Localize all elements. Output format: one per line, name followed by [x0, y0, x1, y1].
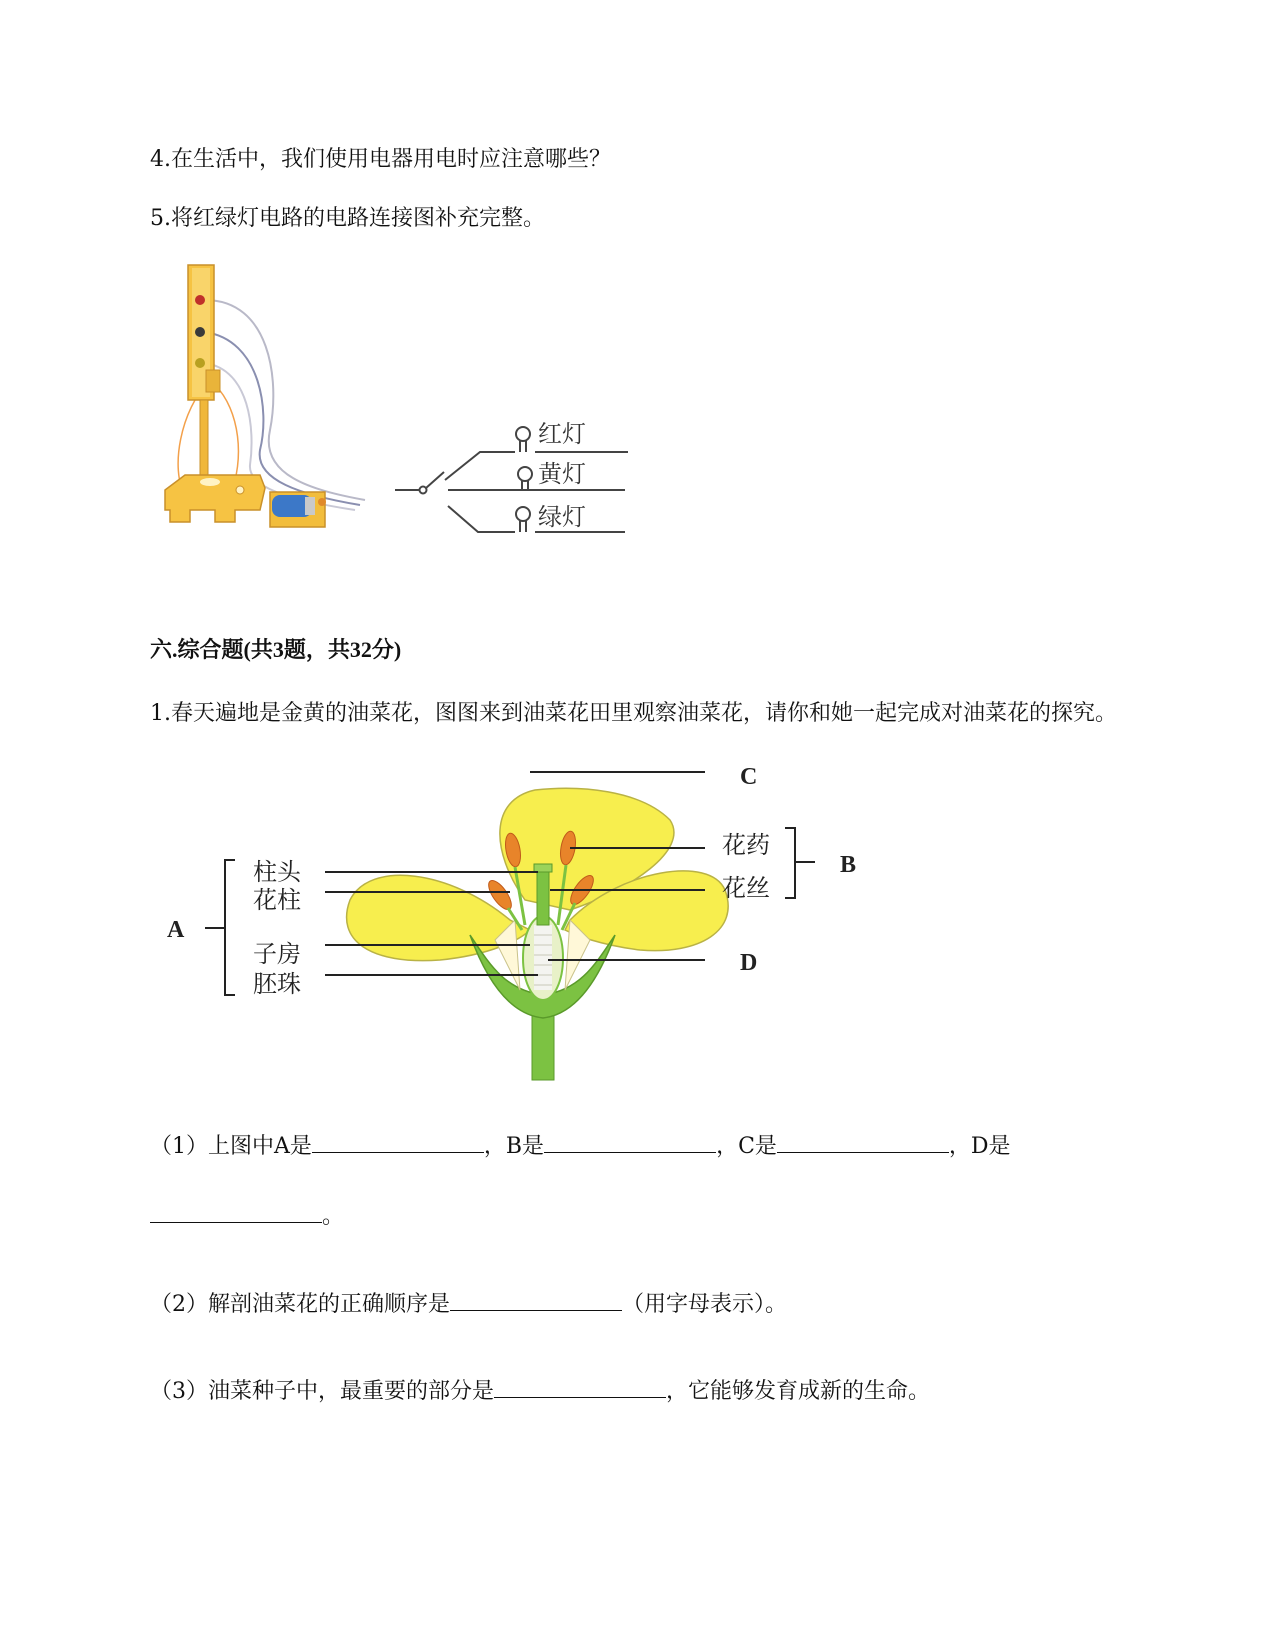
- sub3-part2: ，它能够发育成新的生命。: [666, 1379, 931, 1404]
- rapeseed-flower-diagram: [167, 764, 930, 1080]
- answer-blank-B[interactable]: [544, 1130, 716, 1153]
- sub-question-1-continued: [150, 1200, 344, 1234]
- label-yellow-light: 黄灯: [538, 460, 586, 488]
- label-anther: 花药: [722, 831, 770, 859]
- letter-D: D: [740, 950, 758, 976]
- label-ovary: 子房: [253, 940, 301, 968]
- sub-question-2: [150, 1288, 787, 1322]
- label-ovule: 胚珠: [253, 970, 301, 998]
- sub1-part3: ，C是: [716, 1134, 777, 1159]
- sub1-part2: ，B是: [483, 1134, 545, 1159]
- circuit-diagram: [390, 410, 640, 540]
- answer-blank-order[interactable]: [450, 1288, 622, 1311]
- sub-question-1: [150, 1130, 1011, 1164]
- sub1-end: 。: [322, 1204, 345, 1229]
- section-title: 六.综合题(共3题，共32分): [150, 637, 402, 662]
- sub3-part1: （3）油菜种子中，最重要的部分是: [150, 1379, 494, 1404]
- label-stigma: 柱头: [253, 858, 301, 886]
- sub2-part1: （2）解剖油菜花的正确顺序是: [150, 1292, 450, 1317]
- answer-blank-seed[interactable]: [494, 1375, 666, 1398]
- answer-blank-A[interactable]: [312, 1130, 484, 1153]
- bulb-icon-red: [516, 427, 530, 452]
- label-filament: 花丝: [722, 874, 770, 902]
- sub-question-3: [150, 1375, 930, 1409]
- sub1-part4: ，D是: [948, 1134, 1011, 1159]
- letter-A: A: [167, 917, 185, 943]
- question-5: 5.将红绿灯电路的电路连接图补充完整。: [150, 206, 545, 231]
- bulb-icon-yellow: [518, 467, 532, 490]
- bulb-icon-green: [516, 507, 530, 532]
- label-green-light: 绿灯: [538, 503, 586, 531]
- sub2-part2: （用字母表示）。: [622, 1292, 788, 1317]
- letter-B: B: [840, 852, 857, 878]
- sub1-part1: （1）上图中A是: [150, 1134, 312, 1159]
- label-style: 花柱: [253, 886, 301, 914]
- question-4: 4.在生活中，我们使用电器用电时应注意哪些？: [150, 147, 611, 172]
- traffic-light-model-image: [160, 260, 380, 550]
- letter-C: C: [740, 764, 758, 790]
- answer-blank-C[interactable]: [777, 1130, 949, 1153]
- problem-1-intro: 1.春天遍地是金黄的油菜花，图图来到油菜花田里观察油菜花，请你和她一起完成对油菜花的探究。: [150, 701, 1117, 726]
- answer-blank-D[interactable]: [150, 1200, 322, 1223]
- label-red-light: 红灯: [538, 420, 586, 448]
